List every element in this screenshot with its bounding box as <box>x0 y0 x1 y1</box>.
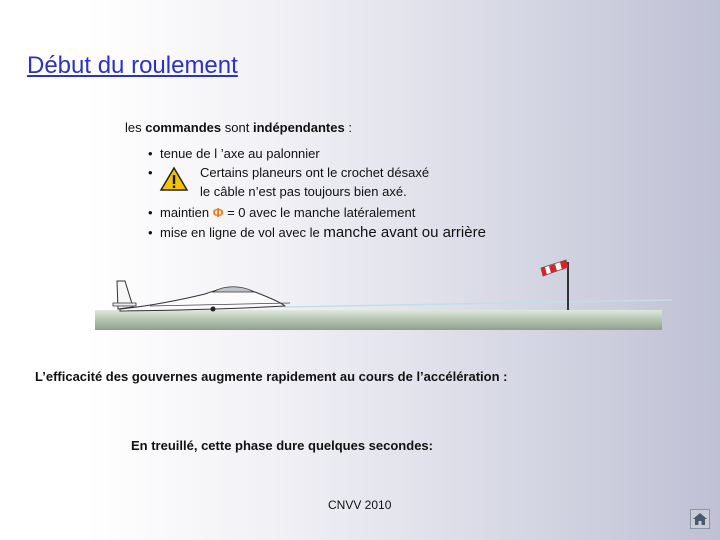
bullet-dot: • <box>148 225 153 240</box>
bullet-dot: • <box>148 146 153 161</box>
efficacite-text: L’efficacité des gouvernes augmente rapidement au cours de l’accélération : <box>35 369 508 384</box>
bullet-text: maintien <box>160 205 210 220</box>
home-button[interactable] <box>690 509 710 529</box>
slide-title: Début du roulement <box>27 52 238 79</box>
phi-symbol: Φ <box>212 205 224 220</box>
bullet-text-suffix: = 0 avec le manche latéralement <box>227 205 416 220</box>
bullet-text: mise en ligne de vol avec le <box>160 225 320 240</box>
intro-bold-commandes: commandes <box>145 120 222 135</box>
intro-prefix: les <box>125 120 142 135</box>
crochet-line-2: le câble n’est pas toujours bien axé. <box>200 184 407 199</box>
intro-suffix: : <box>344 120 352 135</box>
crochet-line-1: Certains planeurs ont le crochet désaxé <box>200 165 430 180</box>
intro-middle: sont <box>224 120 250 135</box>
winch-cable <box>285 300 672 307</box>
bullet-text: tenue de l ’axe au palonnier <box>160 146 320 161</box>
treuil-text: En treuillé, cette phase dure quelques secondes: <box>131 438 433 453</box>
bullet-text-large: manche avant ou arrière <box>323 224 486 241</box>
intro-bold-independantes: indépendantes <box>252 120 345 135</box>
bullet-dot: • <box>148 165 153 180</box>
bullet-dot: • <box>148 205 153 220</box>
footer-text: CNVV 2010 <box>328 498 392 512</box>
glider-illustration <box>113 281 290 312</box>
home-icon <box>691 510 709 528</box>
